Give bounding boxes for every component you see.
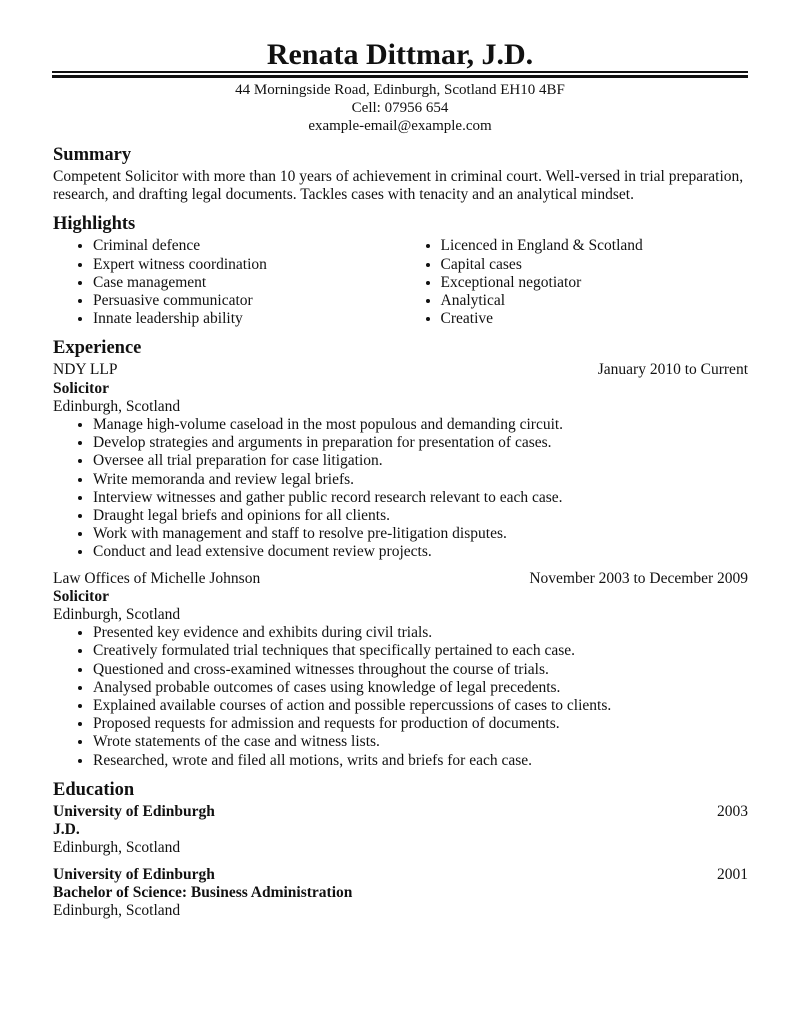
list-item: • Manage high-volume caseload in the most populous and demanding circuit. [93,416,748,434]
list-item: • Conduct and lead extensive document review projects. [93,543,748,561]
list-item: • Innate leadership ability [93,310,401,328]
list-item: • Creative [441,310,749,328]
highlights-section [53,213,748,328]
email: example-email@example.com [308,118,492,134]
list-item: • Develop strategies and arguments in preparation for presentation of cases. [93,434,748,452]
summary-text: Competent Solicitor with more than 10 years of achievement in criminal court. Well-versed in trial preparation, research, and drafting legal documents. Tackles cases with tenacity and an analytical mindset. [53,168,744,204]
list-item: • Capital cases [441,256,749,274]
list-item: • Wrote statements of the case and witness lists. [93,733,748,751]
job-entry [53,570,748,770]
phone: Cell: 07956 654 [351,100,449,116]
school-location: Edinburgh, Scotland [53,839,181,857]
list-item: • Criminal defence [93,237,401,255]
list-item: • Presented key evidence and exhibits during civil trials. [93,624,748,642]
contact-info [0,81,800,135]
job-entry [53,361,748,561]
education-entry [53,803,748,858]
section-title-summary: Summary [53,145,132,165]
list-item: • Analytical [441,292,749,310]
list-item: • Case management [93,274,401,292]
list-item: • Creatively formulated trial techniques that specifically pertained to each case. [93,642,748,660]
highlights-left-list [53,237,401,328]
company-name: NDY LLP [53,361,118,379]
degree: J.D. [53,821,80,839]
list-item: • Expert witness coordination [93,256,401,274]
company-name: Law Offices of Michelle Johnson [53,569,261,587]
candidate-name: Renata Dittmar, J.D. [266,38,534,71]
list-item: • Draught legal briefs and opinions for all clients. [93,507,748,525]
address: 44 Morningside Road, Edinburgh, Scotland EH10 4BF [235,82,565,98]
list-item: • Questioned and cross-examined witnesses throughout the course of trials. [93,661,748,679]
list-item: • Analysed probable outcomes of cases using knowledge of legal precedents. [93,679,748,697]
education-entry [53,866,748,921]
experience-section [53,337,748,769]
job-dates: November 2003 to December 2009 [529,569,748,587]
school-name: University of Edinburgh [53,802,215,820]
section-title-education: Education [53,779,135,800]
list-item: • Licenced in England & Scotland [441,237,749,255]
list-item: • Oversee all trial preparation for case litigation. [93,452,748,470]
header-double-rule [52,71,748,78]
list-item: • Persuasive communicator [93,292,401,310]
degree: Bachelor of Science [53,883,182,901]
job-location: Edinburgh, Scotland [53,606,181,624]
graduation-year: 2001 [717,865,748,883]
resume-content [53,144,748,929]
list-item: • Work with management and staff to resolve pre-litigation disputes. [93,525,748,543]
section-title-experience: Experience [53,338,142,359]
highlights-right-list [401,237,749,328]
summary-section [53,144,748,204]
job-role: Solicitor [53,379,109,397]
school-location: Edinburgh, Scotland [53,901,181,919]
job-bullets [53,416,748,562]
list-item: • Write memoranda and review legal briefs. [93,471,748,489]
list-item: • Interview witnesses and gather public record research relevant to each case. [93,489,748,507]
graduation-year: 2003 [717,802,748,820]
job-role: Solicitor [53,587,109,605]
school-name: University of Edinburgh [53,865,215,883]
list-item: • Researched, wrote and filed all motions, writs and briefs for each case. [93,752,748,770]
list-item: • Exceptional negotiator [441,274,749,292]
job-bullets [53,624,748,770]
education-section [53,779,748,920]
job-dates: January 2010 to Current [597,361,748,379]
degree-field: : Business Administration [181,883,353,901]
list-item: • Proposed requests for admission and requests for production of documents. [93,715,748,733]
list-item: • Explained available courses of action and possible repercussions of cases to clients. [93,697,748,715]
job-location: Edinburgh, Scotland [53,397,181,415]
section-title-highlights: Highlights [53,214,136,235]
